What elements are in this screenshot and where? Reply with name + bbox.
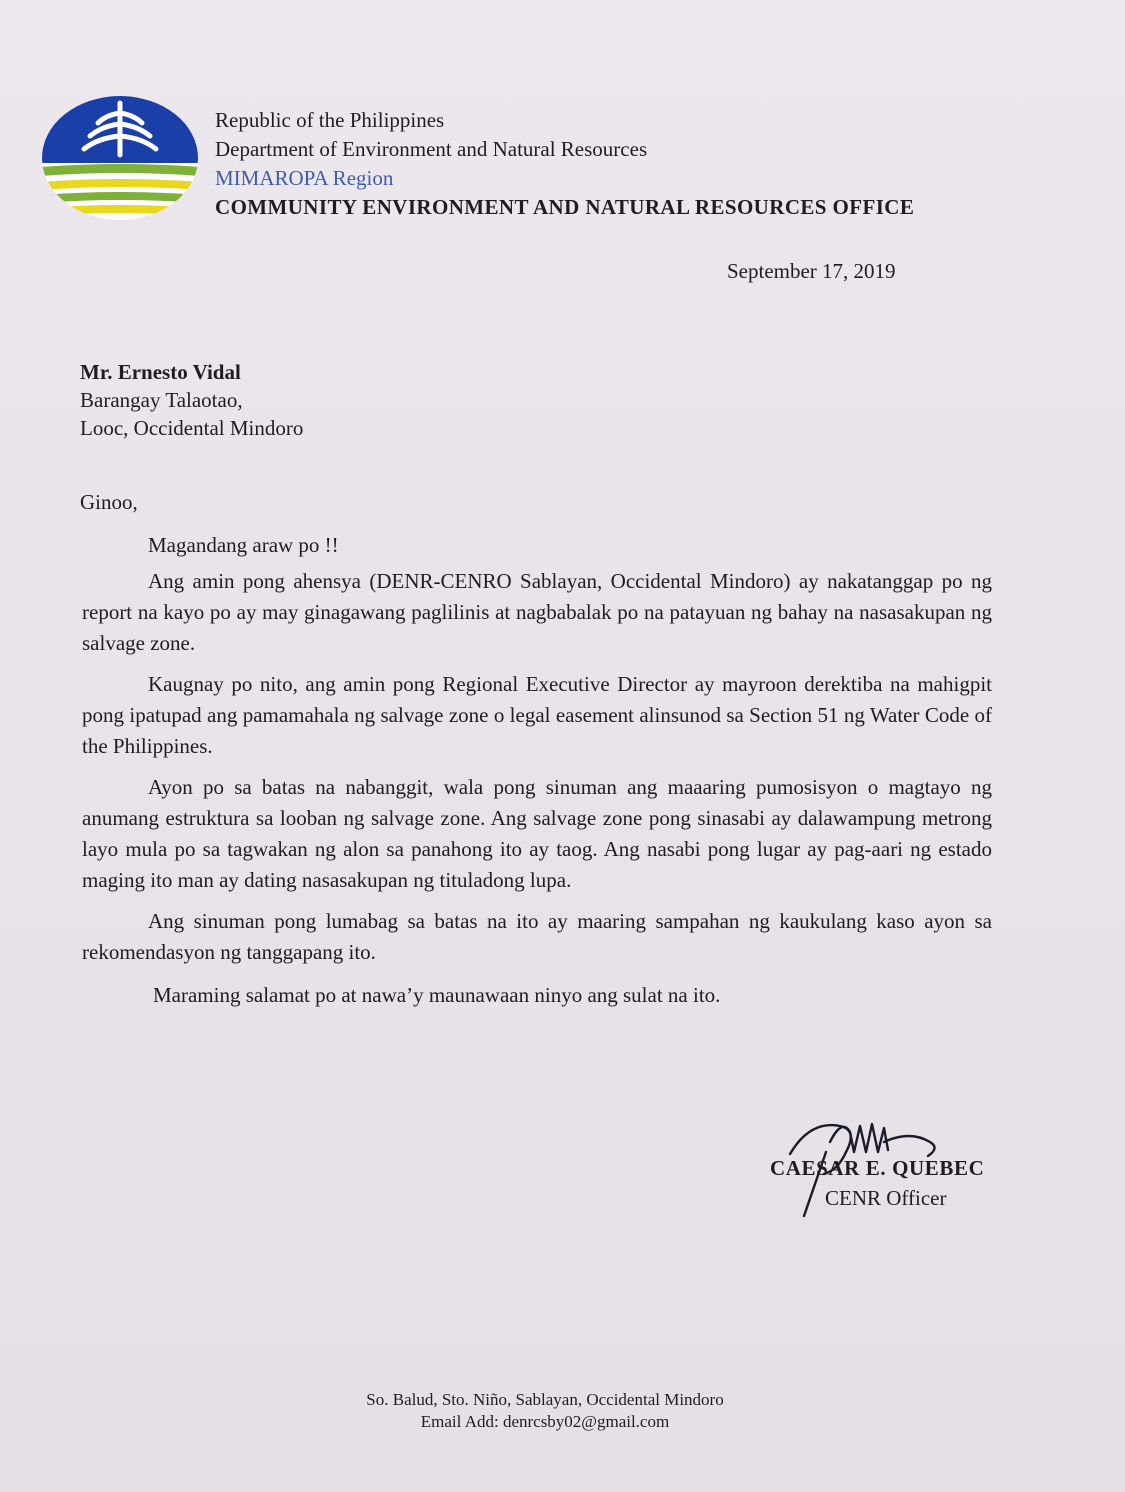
recipient-address-line2: Looc, Occidental Mindoro [80, 416, 304, 440]
footer-email: Email Add: denrcsby02@gmail.com [420, 1412, 670, 1431]
letterhead-office: COMMUNITY ENVIRONMENT AND NATURAL RESOURCES OFFICE [215, 195, 915, 219]
letterhead-republic: Republic of the Philippines [215, 108, 445, 132]
letterhead-region: MIMAROPA Region [215, 166, 394, 190]
letter-date: September 17, 2019 [727, 259, 896, 283]
body-paragraph: Kaugnay po nito, ang amin pong Regional Executive Director ay mayroon derektiba na mahigpit pong ipatupad ang pamamahala ng salvage zone o legal easement alinsunod sa Section 51 ng Water Code of the Philippines. [82, 672, 992, 758]
signatory-name: CAESAR E. QUEBEC [770, 1156, 985, 1180]
body-paragraph: Ang sinuman pong lumabag sa batas na ito ay maaring sampahan ng kaukulang kaso ayon sa rekomendasyon ng tanggapang ito. [82, 909, 992, 964]
letterhead [215, 106, 914, 222]
footer-address: So. Balud, Sto. Niño, Sablayan, Occidental Mindoro [366, 1390, 724, 1409]
greeting: Magandang araw po !! [148, 533, 339, 557]
recipient-address-line1: Barangay Talaotao, [80, 388, 243, 412]
body-paragraph: Ang amin pong ahensya (DENR-CENRO Sablayan, Occidental Mindoro) ay nakatanggap po ng report na kayo po ay may ginagawang paglilinis at nagbabalak po na patayuan ng bahay na nasasakupan ng salvage zone. [82, 569, 992, 655]
recipient-block [80, 358, 303, 442]
closing-line: Maraming salamat po at nawa’y maunawaan ninyo ang sulat na ito. [153, 983, 721, 1007]
recipient-name: Mr. Ernesto Vidal [80, 360, 241, 384]
signatory-title: CENR Officer [825, 1186, 947, 1210]
letterhead-department: Department of Environment and Natural Resources [215, 137, 648, 161]
letter-footer [0, 1389, 1090, 1433]
salutation: Ginoo, [80, 490, 138, 514]
denr-logo-icon [40, 93, 200, 223]
body-paragraph: Ayon po sa batas na nabanggit, wala pong sinuman ang maaaring pumosisyon o magtayo ng anumang estruktura sa looban ng salvage zone. Ang salvage zone pong sinasabi ay dalawampung metrong layo mula po sa tagwakan ng alon sa panahong ito ay taog. Ang nasabi pong lugar ay pag-aari ng estado maging ito man ay dating nasasakupan ng tituladong lupa. [82, 775, 992, 892]
